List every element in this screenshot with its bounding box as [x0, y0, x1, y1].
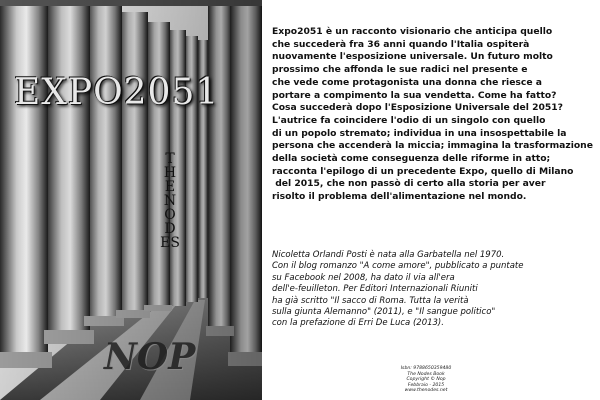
synopsis-line: del 2015, che non passò di certo alla storia per aver: [272, 178, 546, 190]
cover-title: EXPO2051: [14, 72, 220, 113]
copyright-line: Copyright © Nop: [406, 377, 446, 383]
synopsis-line: che vede come protagonista una donna che riesce a: [272, 76, 542, 88]
colophon: [378, 366, 474, 394]
publisher-logo: NOP: [104, 336, 196, 378]
synopsis-line: nuovamente l'esposizione universale. Un futuro molto: [272, 51, 553, 63]
front-cover: [0, 0, 262, 400]
synopsis-text: [272, 26, 592, 204]
isbn-line: Isbn: 9788650359480: [400, 366, 452, 371]
synopsis-line: prossimo che affonda le sue radici nel presente e: [272, 64, 528, 76]
synopsis-line: Expo2051 è un racconto visionario che anticipa quello: [272, 26, 553, 37]
synopsis-line: Cosa succederà dopo l'Esposizione Universale del 2051?: [272, 102, 563, 114]
website-line: www.thenodes.net: [404, 388, 448, 394]
synopsis-line: racconta l'epilogo di un precedente Expo, quello di Milano: [272, 165, 574, 177]
bio-line: su Facebook nel 2008, ha dato il via all'era: [272, 272, 455, 283]
synopsis-line: L'autrice fa coincidere l'odio di un singolo con quello: [272, 114, 546, 126]
bio-line: ha già scritto "Il sacco di Roma. Tutta la verità: [272, 295, 469, 306]
colophon-line: The Nodes Book: [407, 371, 445, 377]
bio-line: con la prefazione di Erri De Luca (2013).: [272, 318, 444, 329]
synopsis-line: della società come conseguenza delle riforme in atto;: [272, 153, 551, 165]
synopsis-line: portare a compimento la sua vendetta. Come ha fatto?: [272, 89, 557, 101]
bio-line: Con il blog romanzo "A come amore", pubblicato a puntate: [272, 261, 524, 272]
bio-line: Nicoletta Orlandi Posti è nata alla Garbatella nel 1970.: [272, 250, 505, 260]
synopsis-line: persona che accenderà la miccia; immagina la trasformazione: [272, 140, 593, 152]
cover-author-vertical: THE NODES: [160, 151, 180, 251]
bio-line: dell'e-feuilleton. Per Editori Internazionali Riuniti: [272, 284, 478, 295]
date-line: Febbraio - 2015: [407, 382, 445, 388]
synopsis-line: di un popolo stremato; individua in una insospettabile la: [272, 127, 567, 139]
synopsis-line: risolto il problema dell'alimentazione nel mondo.: [272, 191, 527, 203]
author-bio: [272, 250, 592, 330]
bio-line: sulla giunta Alemanno" (2011), e "Il sangue politico": [272, 307, 496, 318]
synopsis-line: che succederà fra 36 anni quando l'Italia ospiterà: [272, 38, 530, 50]
